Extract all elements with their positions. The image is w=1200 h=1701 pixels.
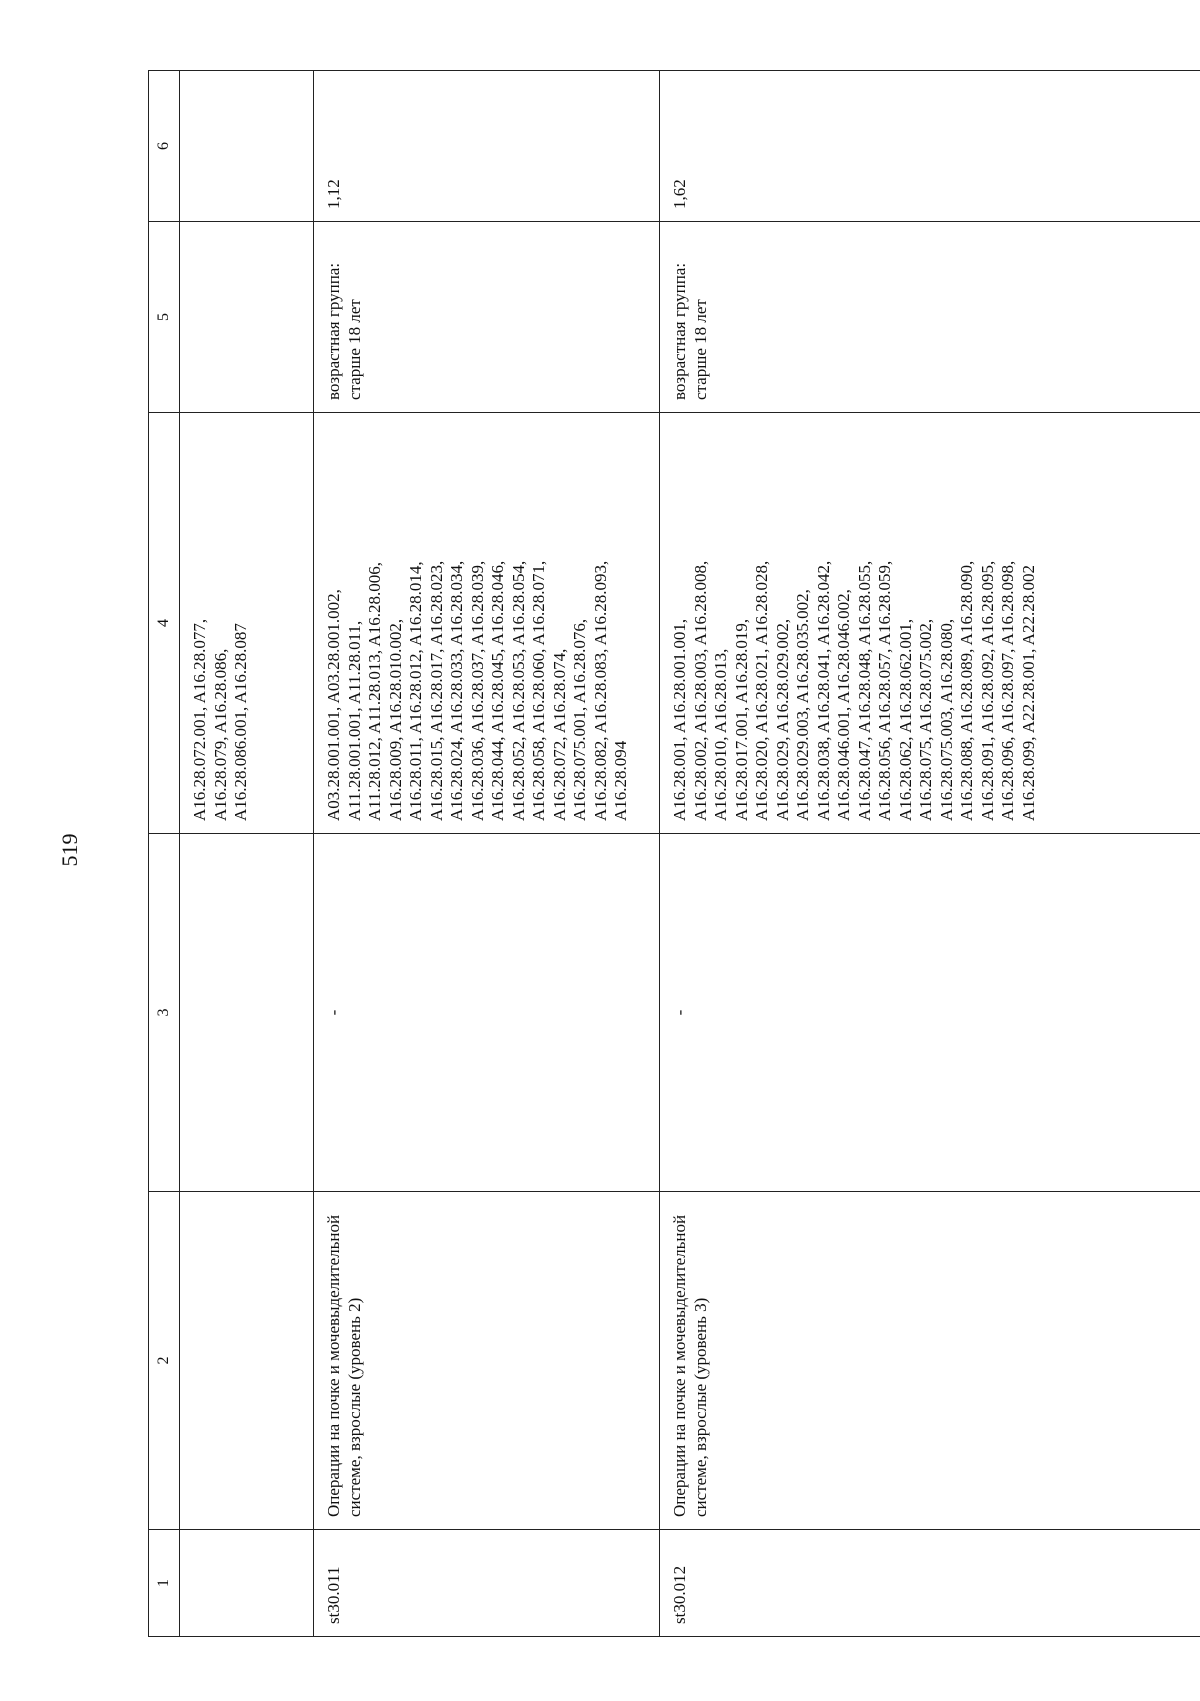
code-line: A16.28.009, A16.28.010.002, (385, 618, 405, 821)
code-line: A16.28.046.001, A16.28.046.002, (834, 589, 853, 821)
code-line: A16.28.091, A16.28.092, A16.28.095, (977, 560, 997, 821)
code-line: A16.28.036, A16.28.037, A16.28.039, (467, 560, 487, 821)
coefficient-cell (180, 71, 314, 222)
coefficient-cell: 1,62 (660, 71, 1200, 222)
table-row (660, 71, 1200, 1637)
table-row (314, 71, 660, 1637)
header-col-2: 2 (149, 1192, 180, 1530)
code-line: A16.28.075.003, A16.28.080, (936, 618, 956, 821)
code-line: A16.28.020, A16.28.021, A16.28.028, (752, 560, 771, 821)
code-line: A16.28.088, A16.28.089, A16.28.090, (957, 560, 976, 821)
col3-cell (180, 834, 314, 1192)
code-line: A16.28.038, A16.28.041, A16.28.042, (813, 560, 833, 821)
header-col-3: 3 (149, 834, 180, 1192)
coefficient-cell: 1,12 (314, 71, 660, 222)
code-line: A16.28.052, A16.28.053, A16.28.054, (508, 560, 528, 821)
code-cell (180, 1530, 314, 1637)
code-line: A16.28.001, A16.28.001.001, (670, 618, 689, 821)
code-line: A16.28.011, A16.28.012, A16.28.014, (406, 561, 425, 821)
header-col-6: 6 (149, 71, 180, 222)
code-line: A11.28.012, A11.28.013, A16.28.006, (365, 562, 384, 821)
code-line: A16.28.056, A16.28.057, A16.28.059, (875, 560, 894, 821)
code-cell: st30.011 (314, 1530, 660, 1637)
code-cell: st30.012 (660, 1530, 1200, 1637)
codes-cell (314, 413, 660, 834)
code-line: A16.28.079, A16.28.086, (210, 648, 230, 821)
name-cell (180, 1192, 314, 1530)
code-line: A16.28.086.001, A16.28.087 (231, 623, 250, 821)
col3-cell: - (660, 834, 1200, 1192)
codes-cell (660, 413, 1200, 834)
col3-cell: - (314, 834, 660, 1192)
code-line: A16.28.094 (611, 740, 630, 821)
table-row (180, 71, 314, 1637)
code-line: A16.28.072.001, A16.28.077, (190, 618, 209, 821)
code-line: A16.28.082, A16.28.083, A16.28.093, (590, 560, 610, 821)
code-line: A16.28.024, A16.28.033, A16.28.034, (447, 560, 466, 821)
code-line: A16.28.010, A16.28.013, (711, 648, 730, 821)
age-group-cell (180, 222, 314, 413)
header-col-1: 1 (149, 1530, 180, 1637)
name-cell: Операции на почке и мочевыделительной системе, взрослые (уровень 3) (660, 1192, 1200, 1530)
tariff-table (148, 70, 1200, 1637)
page-number: 519 (57, 833, 82, 867)
document-sheet (148, 77, 1200, 1637)
code-line: A11.28.001.001, A11.28.011, (344, 620, 364, 821)
code-line: A16.28.015, A16.28.017, A16.28.023, (426, 560, 446, 821)
code-line: A16.28.058, A16.28.060, A16.28.071, (529, 560, 548, 821)
code-line: A16.28.099, A22.28.001, A22.28.002 (1018, 565, 1038, 821)
header-col-5: 5 (149, 222, 180, 413)
code-line: A16.28.096, A16.28.097, A16.28.098, (998, 560, 1017, 821)
name-cell: Операции на почке и мочевыделительной системе, взрослые (уровень 2) (314, 1192, 660, 1530)
code-line: A16.28.029.003, A16.28.035.002, (793, 589, 812, 821)
header-col-4: 4 (149, 413, 180, 834)
code-line: A16.28.047, A16.28.048, A16.28.055, (854, 560, 874, 821)
header-row (149, 71, 180, 1637)
codes-cell (180, 413, 314, 834)
code-line: A16.28.072, A16.28.074, (549, 648, 569, 821)
code-line: A16.28.002, A16.28.003, A16.28.008, (690, 560, 710, 821)
code-line: A16.28.017.001, A16.28.019, (731, 618, 751, 821)
age-group-cell: возрастная группа: старше 18 лет (314, 222, 660, 413)
code-line: A16.28.044, A16.28.045, A16.28.046, (488, 560, 507, 821)
code-line: A16.28.062, A16.28.062.001, (895, 618, 915, 821)
code-line: A16.28.029, A16.28.029.002, (772, 618, 792, 821)
age-group-cell: возрастная группа: старше 18 лет (660, 222, 1200, 413)
code-line: A03.28.001.001, A03.28.001.002, (324, 589, 343, 821)
code-line: A16.28.075, A16.28.075.002, (916, 618, 935, 821)
code-line: A16.28.075.001, A16.28.076, (570, 618, 589, 821)
